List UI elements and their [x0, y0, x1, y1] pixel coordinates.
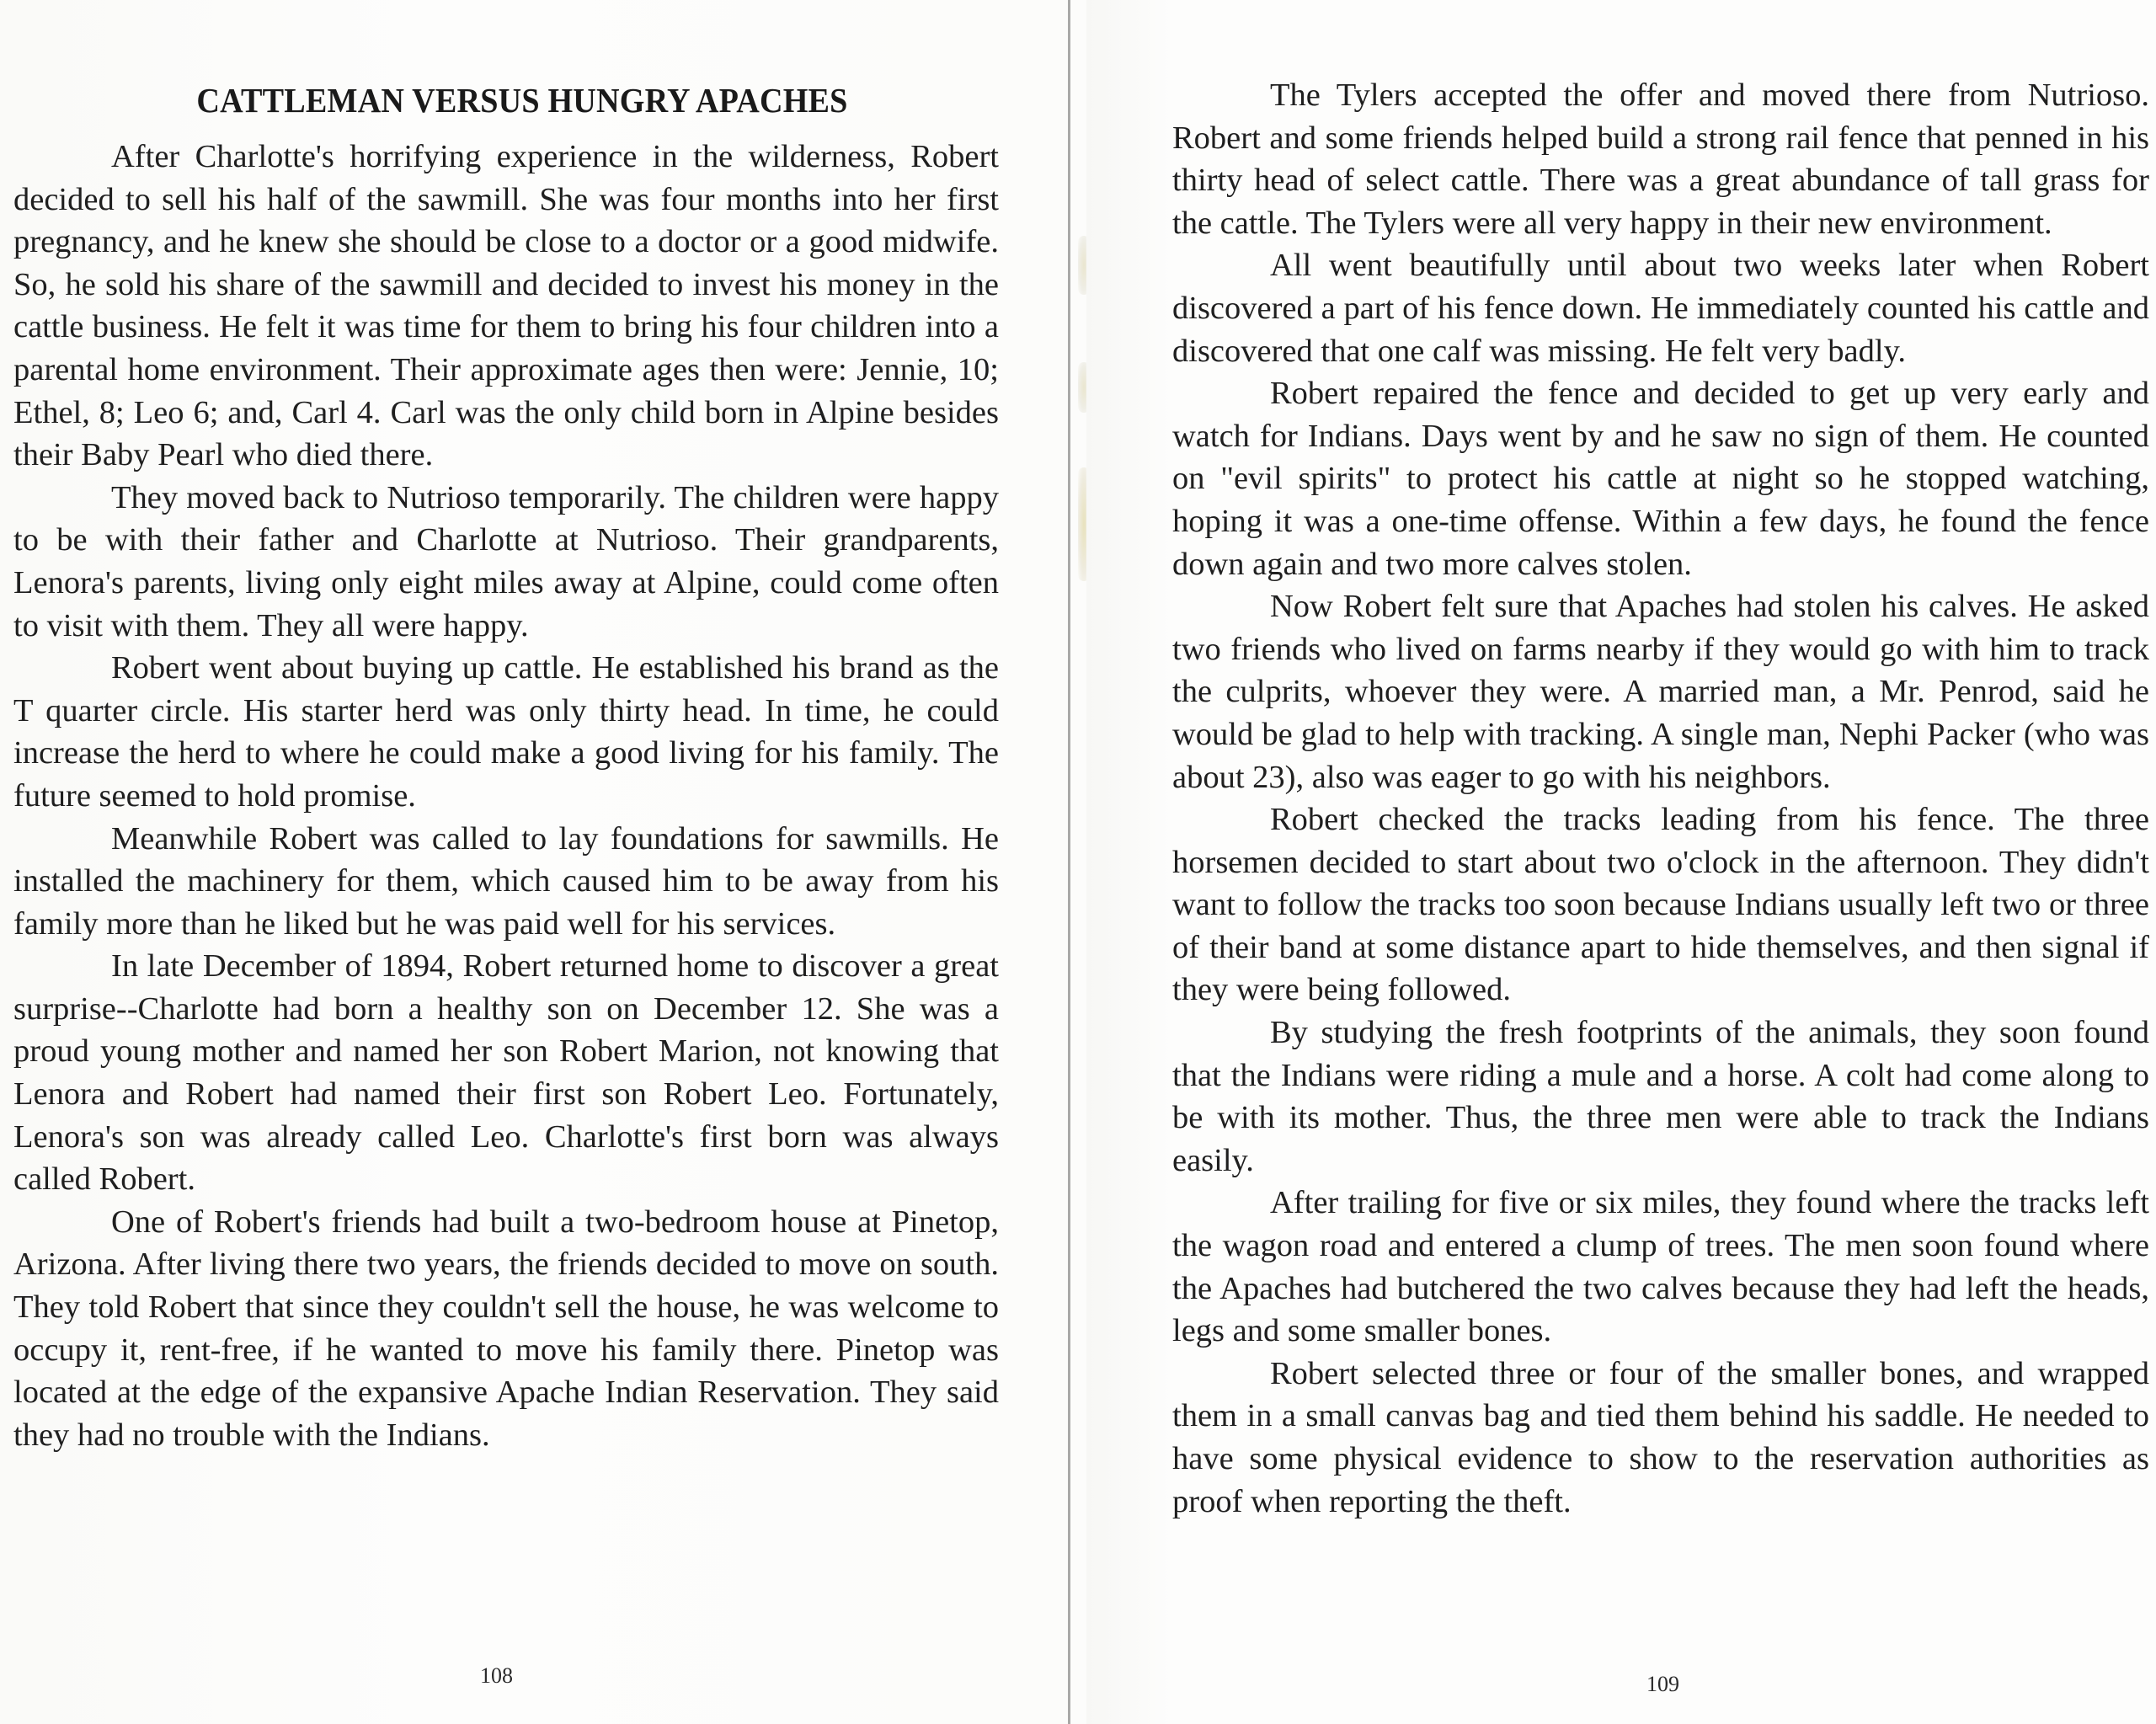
paragraph: Robert checked the tracks leading from his fence. The three horsemen decided to start about two o'clock in the afternoon. They didn't want to follow the tracks too soon because Indians usually left two or three of their band at some distance apart to hide themselves, and then signal if they were being followed. — [1172, 802, 2149, 1008]
left-page — [0, 0, 1070, 1724]
paragraph: In late December of 1894, Robert returned home to discover a great surprise--Charlotte had born a healthy son on December 12. She was a proud young mother and named her son Robert Marion, not knowing that Lenora and Robert had named their first son Robert Leo. Fortunately, Lenora's son was already called Leo. Charlotte's first born was always called Robert. — [13, 948, 999, 1198]
paragraph: All went beautifully until about two weeks later when Robert discovered a part of his fence down. He immediately counted his cattle and discovered that one calf was missing. He felt very badly. — [1172, 248, 2149, 369]
right-page-body — [1172, 74, 2149, 1523]
chapter-title: CATTLEMAN VERSUS HUNGRY APACHES — [196, 81, 848, 120]
page-number-right: 109 — [1646, 1672, 1679, 1696]
paragraph: After Charlotte's horrifying experience in the wilderness, Robert decided to sell his half of the sawmill. She was four months into her first pregnancy, and he knew she should be close to a doctor or a good midwife. So, he sold his share of the sawmill and decided to invest his money in the cattle business. He felt it was time for them to bring his four children into a parental home environment. Their approximate ages then were: Jennie, 10; Ethel, 8; Leo 6; and, Carl 4. Carl was the only child born in Alpine besides their Baby Pearl who died there. — [13, 139, 999, 473]
paragraph: Robert selected three or four of the smaller bones, and wrapped them in a small canvas bag and tied them behind his saddle. He needed to have some physical evidence to show to the reservation authorities as proof when reporting the theft. — [1172, 1355, 2149, 1519]
paragraph: By studying the fresh footprints of the animals, they soon found that the Indians were riding a mule and a horse. A colt had come along to be with its mother. Thus, the three men were able to track the Indians easily. — [1172, 1015, 2149, 1178]
paragraph: Robert went about buying up cattle. He established his brand as the T quarter circle. His starter herd was only thirty head. In time, he could increase the herd to where he could make a good living for his family. The future seemed to hold promise. — [13, 650, 999, 814]
page-number-left: 108 — [480, 1663, 513, 1688]
paragraph: Now Robert felt sure that Apaches had stolen his calves. He asked two friends who lived on farms nearby if they would go with him to track the culprits, whoever they were. A married man, a Mr. Penrod, said he would be glad to help with tracking. A single man, Nephi Packer (who was about 23), also was eager to go with his neighbors. — [1172, 589, 2149, 795]
paragraph: The Tylers accepted the offer and moved there from Nutrioso. Robert and some friends helped build a strong rail fence that penned in his thirty head of select cattle. There was a great abundance of tall grass for the cattle. The Tylers were all very happy in their new environment. — [1172, 77, 2149, 241]
paragraph: Meanwhile Robert was called to lay foundations for sawmills. He installed the machinery for them, which caused him to be away from his family more than he liked but he was paid well for his services. — [13, 820, 999, 942]
paragraph: They moved back to Nutrioso temporarily. The children were happy to be with their father and Charlotte at Nutrioso. Their grandparents, Lenora's parents, living only eight miles away at Alpine, could come often to visit with them. They all were happy. — [13, 479, 999, 643]
paragraph: After trailing for five or six miles, they found where the tracks left the wagon road and entered a clump of trees. The men soon found where the Apaches had butchered the two calves because they had left the heads, legs and some smaller bones. — [1172, 1185, 2149, 1349]
paragraph: Robert repaired the fence and decided to get up very early and watch for Indians. Days went by and he saw no sign of them. He counted on "evil spirits" to protect his cattle at night so he stopped watching, hoping it was a one-time offense. Within a few days, he found the fence down again and two more calves stolen. — [1172, 376, 2149, 582]
paragraph: One of Robert's friends had built a two-bedroom house at Pinetop, Arizona. After living there two years, the friends decided to move on south. They told Robert that since they couldn't sell the house, he was welcome to occupy it, rent-free, if he wanted to move his family there. Pinetop was located at the edge of the expansive Apache Indian Reservation. They said they had no trouble with the Indians. — [13, 1204, 999, 1453]
left-page-body — [13, 136, 999, 1456]
gutter-shadow-line — [1068, 0, 1070, 1724]
